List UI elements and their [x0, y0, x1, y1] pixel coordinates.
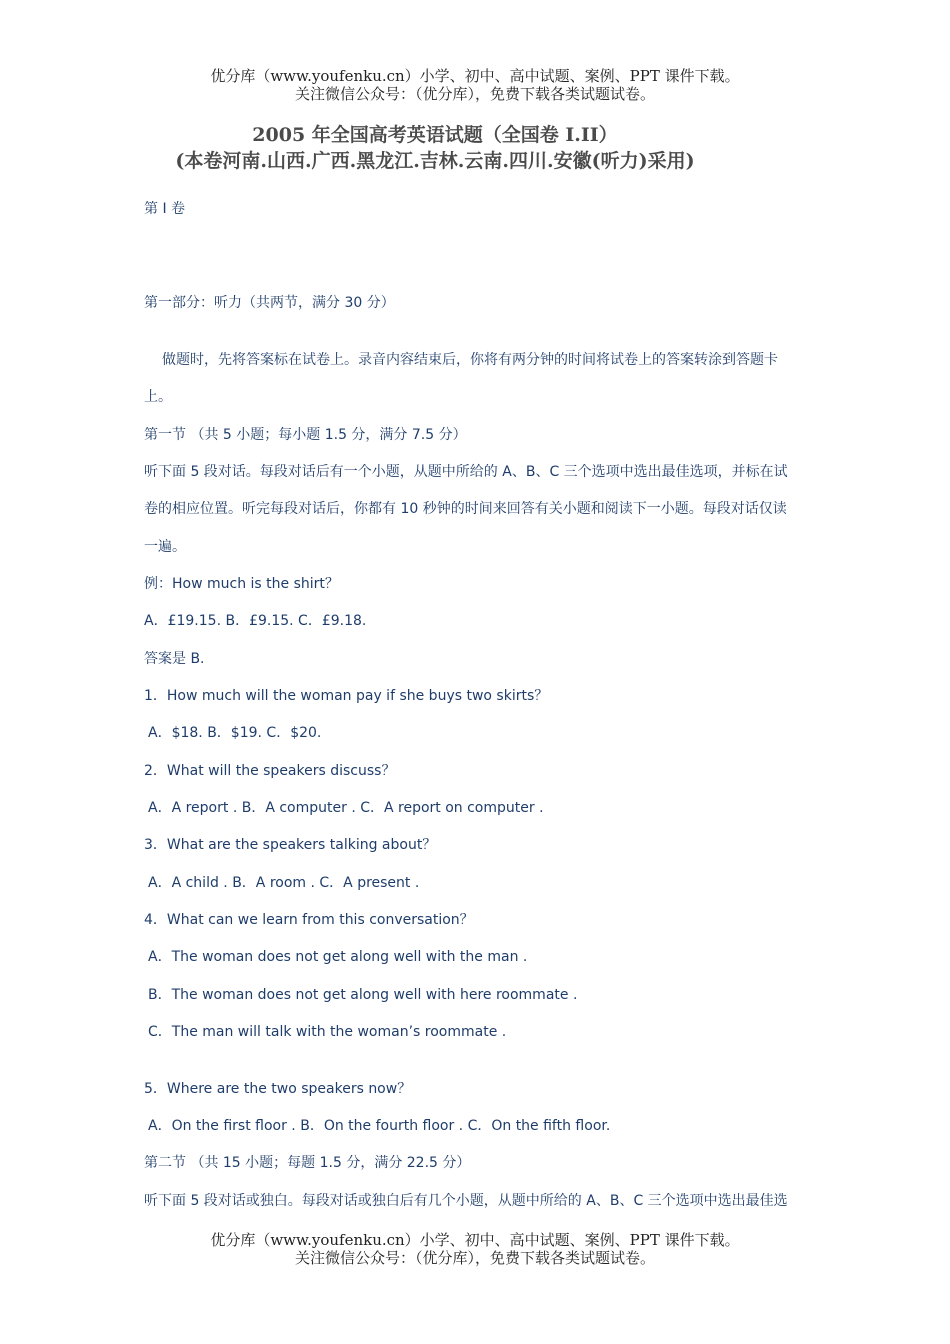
header-line-2: 关注微信公众号：（优分库），免费下载各类试题试卷。 [294, 85, 655, 103]
footer-line-1: 优分库（www.youfenku.cn）小学、初中、高中试题、案例、PPT 课件下载。 [210, 1231, 740, 1249]
question-2: 2．What will the speakers discuss？ [144, 763, 396, 779]
section1-heading: 第一节 （共 5 小题；每小题 1.5 分，满分 7.5 分） [144, 427, 467, 443]
question-4-option-b: B．The woman does not get along well with here roommate . [148, 987, 578, 1003]
page-footer [0, 1231, 950, 1267]
document-title [0, 122, 870, 174]
header-line-1: 优分库（www.youfenku.cn）小学、初中、高中试题、案例、PPT 课件下载。 [210, 67, 740, 85]
question-4-option-a: A．The woman does not get along well with the man . [148, 949, 528, 965]
question-5: 5．Where are the two speakers now？ [144, 1081, 412, 1097]
section1-intro-line-1: 听下面 5 段对话。每段对话后有一个小题，从题中所给的 A、B、C 三个选项中选出最佳选项，并标在试 [144, 464, 788, 480]
part1-heading: 第一部分：听力（共两节，满分 30 分） [144, 295, 395, 311]
question-3: 3．What are the speakers talking about？ [144, 837, 437, 853]
question-3-options: A．A child . B．A room . C．A present . [148, 875, 420, 891]
example-question: 例：How much is the shirt？ [144, 576, 339, 592]
question-5-options: A．On the first floor . B．On the fourth floor . C．On the fifth floor. [148, 1118, 611, 1134]
footer-line-2: 关注微信公众号：（优分库），免费下载各类试题试卷。 [294, 1249, 655, 1267]
title-line-2: (本卷河南.山西.广西.黑龙江.吉林.云南.四川.安徽(听力)采用) [175, 150, 695, 172]
section1-intro-line-2: 卷的相应位置。听完每段对话后，你都有 10 秒钟的时间来回答有关小题和阅读下一小题。每段对话仅读 [144, 501, 787, 517]
question-2-options: A．A report . B．A computer . C．A report on computer . [148, 800, 544, 816]
question-4-option-c: C．The man will talk with the woman’s roommate . [148, 1024, 507, 1040]
example-options: A．£19.15. B．£9.15. C．£9.18. [144, 613, 367, 629]
volume-label: 第 I 卷 [144, 201, 186, 217]
section1-intro-line-3: 一遍。 [144, 539, 186, 555]
question-1-options: A．$18. B．$19. C．$20. [148, 725, 322, 741]
title-line-1: 2005 年全国高考英语试题（全国卷 I.II） [252, 124, 618, 146]
instruction-line-2: 上。 [144, 389, 172, 405]
section2-intro-line-1: 听下面 5 段对话或独白。每段对话或独白后有几个小题，从题中所给的 A、B、C 三个选项中选出最佳选 [144, 1193, 788, 1209]
question-1: 1．How much will the woman pay if she buys two skirts？ [144, 688, 549, 704]
instruction-line-1: 做题时，先将答案标在试卷上。录音内容结束后，你将有两分钟的时间将试卷上的答案转涂到答题卡 [162, 352, 778, 368]
section2-heading: 第二节 （共 15 小题；每题 1.5 分，满分 22.5 分） [144, 1155, 471, 1171]
example-answer: 答案是 B. [144, 651, 205, 667]
question-4: 4．What can we learn from this conversation？ [144, 912, 474, 928]
page-header [0, 67, 950, 103]
